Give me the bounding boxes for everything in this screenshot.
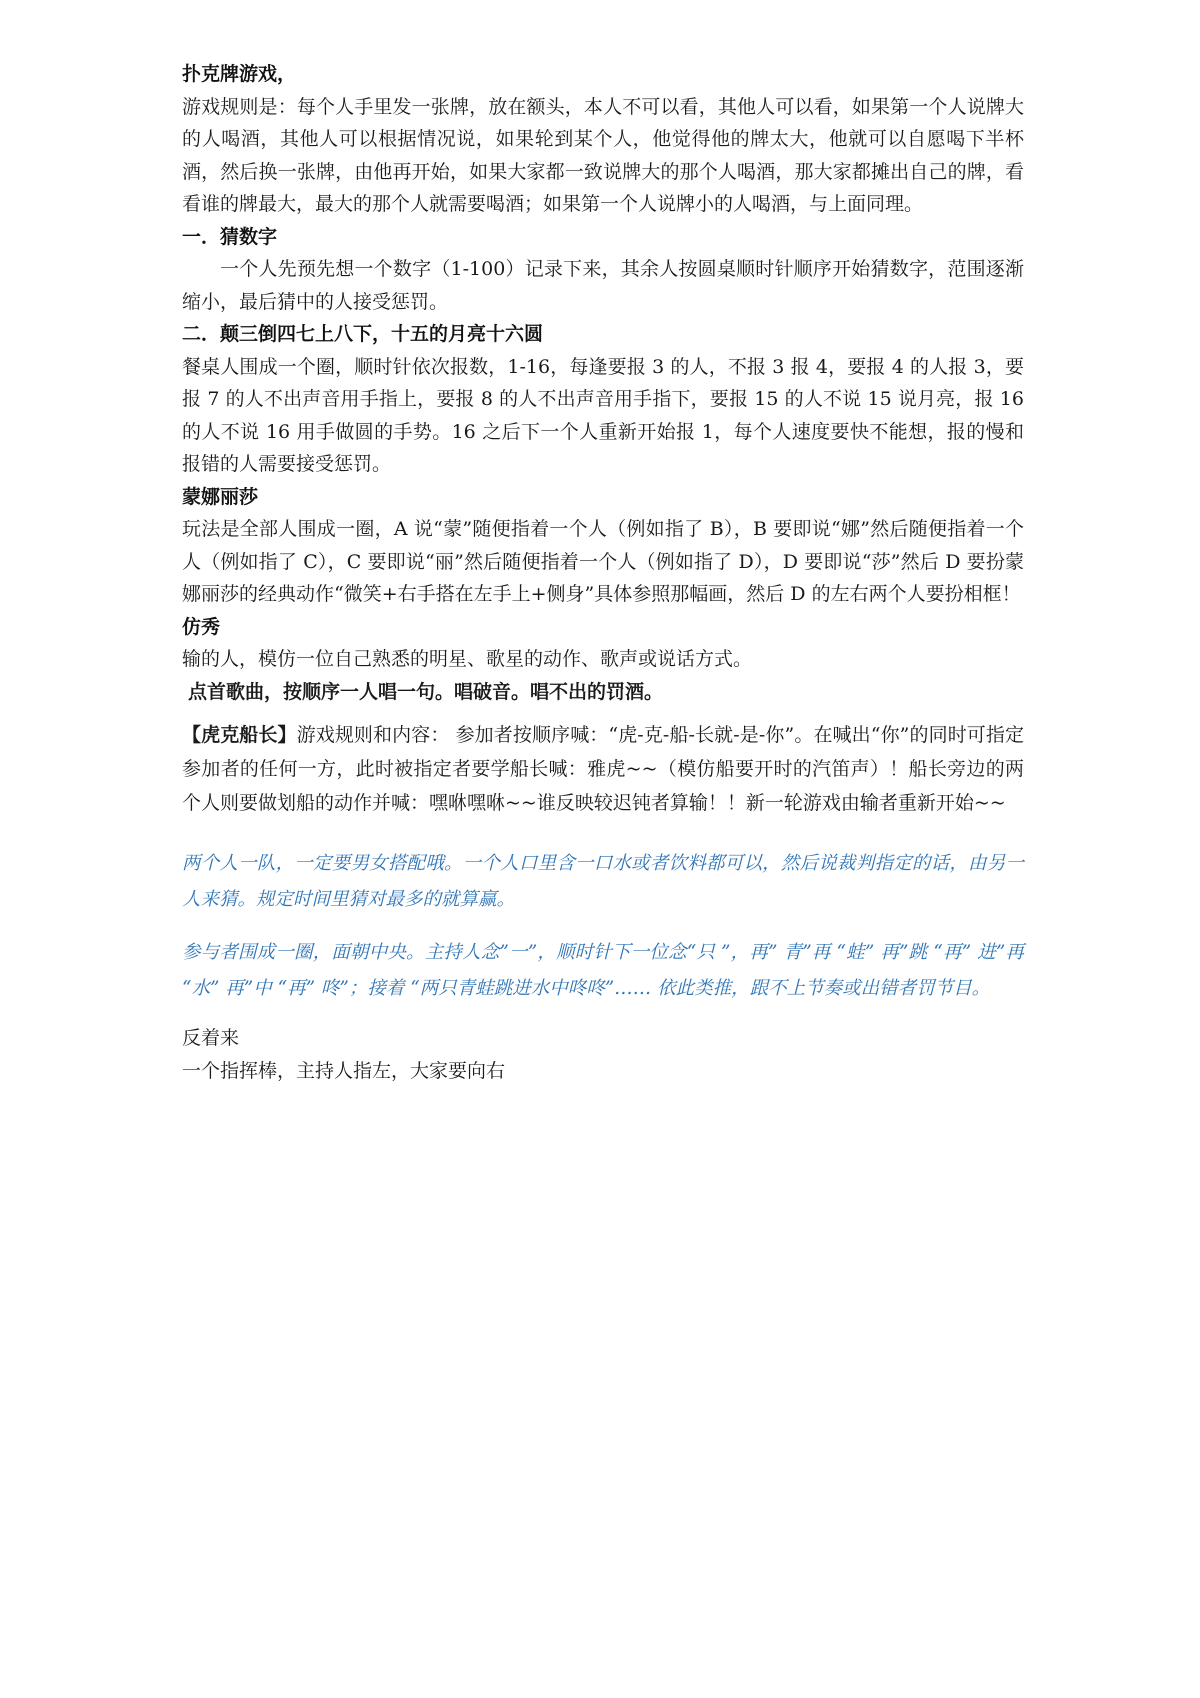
- mona-lisa-title: 蒙娜丽莎: [182, 485, 259, 508]
- frog-game-rules: 参与者围成一圈，面朝中央。主持人念”一”，顺时针下一位念“只 ”，再” 青”再 “蛙” 再”跳 “再” 进”再 “水” 再”中 “再” 咚”；接着 “两只青蛙跳进水中咚咚”…… 依此类推，跟不上节奏或出错者罚节目。: [182, 942, 1024, 999]
- captain-hook-title: 【虎克船长】: [182, 724, 297, 746]
- reverse-rules: 一个指挥棒，主持人指左，大家要向右: [182, 1059, 506, 1082]
- imitate-rules: 输的人，模仿一位自己熟悉的明星、歌星的动作、歌声或说话方式。: [182, 648, 753, 670]
- poker-game-title: 扑克牌游戏，: [182, 63, 297, 85]
- imitate-title: 仿秀: [182, 615, 221, 638]
- mona-lisa-rules: 玩法是全部人围成一圈，A 说“蒙”随便指着一个人（例如指了 B），B 要即说“娜”然后随便指着一个人（例如指了 C），C 要即说“丽”然后随便指着一个人（例如指了 D），D 要即说“莎”然后 D 要扮蒙娜丽莎的经典动作“微笑+右手搭在左手上+侧身”具体参照那幅画，然后 D 的左右两个人要扮相框！: [182, 518, 1024, 605]
- document-content: [182, 58, 1024, 1087]
- count-game-title: 二．颠三倒四七上八下，十五的月亮十六圆: [182, 323, 544, 345]
- water-guess-rules: 两个人一队，一定要男女搭配哦。一个人口里含一口水或者饮料都可以，然后说裁判指定的话，由另一人来猜。规定时间里猜对最多的就算赢。: [182, 853, 1024, 910]
- captain-hook-rules: 游戏规则和内容： 参加者按顺序喊：“虎-克-船-长就-是-你”。在喊出“你”的同时可指定参加者的任何一方，此时被指定者要学船长喊：雅虎~~（模仿船要开时的汽笛声）！船长旁边的两个人则要做划船的动作并喊：嘿咻嘿咻~~谁反映较迟钝者算输！！新一轮游戏由输者重新开始~~: [182, 724, 1024, 814]
- guess-number-rules: 一个人先预先想一个数字（1-100）记录下来，其余人按圆桌顺时针顺序开始猜数字，范围逐渐缩小，最后猜中的人接受惩罚。: [182, 258, 1024, 313]
- poker-game-rules: 游戏规则是：每个人手里发一张牌，放在额头，本人不可以看，其他人可以看，如果第一个人说牌大的人喝酒，其他人可以根据情况说，如果轮到某个人，他觉得他的牌太大，他就可以自愿喝下半杯酒，然后换一张牌，由他再开始，如果大家都一致说牌大的那个人喝酒，那大家都摊出自己的牌，看看谁的牌最大，最大的那个人就需要喝酒；如果第一个人说牌小的人喝酒，与上面同理。: [182, 95, 1024, 215]
- reverse-title: 反着来: [182, 1027, 240, 1049]
- song-game-line: 点首歌曲，按顺序一人唱一句。唱破音。唱不出的罚酒。: [188, 680, 664, 703]
- count-game-rules: 餐桌人围成一个圈，顺时针依次报数，1-16，每逢要报 3 的人，不报 3 报 4，要报 4 的人报 3，要报 7 的人不出声音用手指上，要报 8 的人不出声音用手指下，要报 15 的人不说 15 说月亮，报 16 的人不说 16 用手做圆的手势。16 之后下一个人重新开始报 1，每个人速度要快不能想，报的慢和报错的人需要接受惩罚。: [182, 355, 1024, 475]
- guess-number-title: 一．猜数字: [182, 225, 278, 248]
- captain-hook-paragraph: [182, 718, 1024, 820]
